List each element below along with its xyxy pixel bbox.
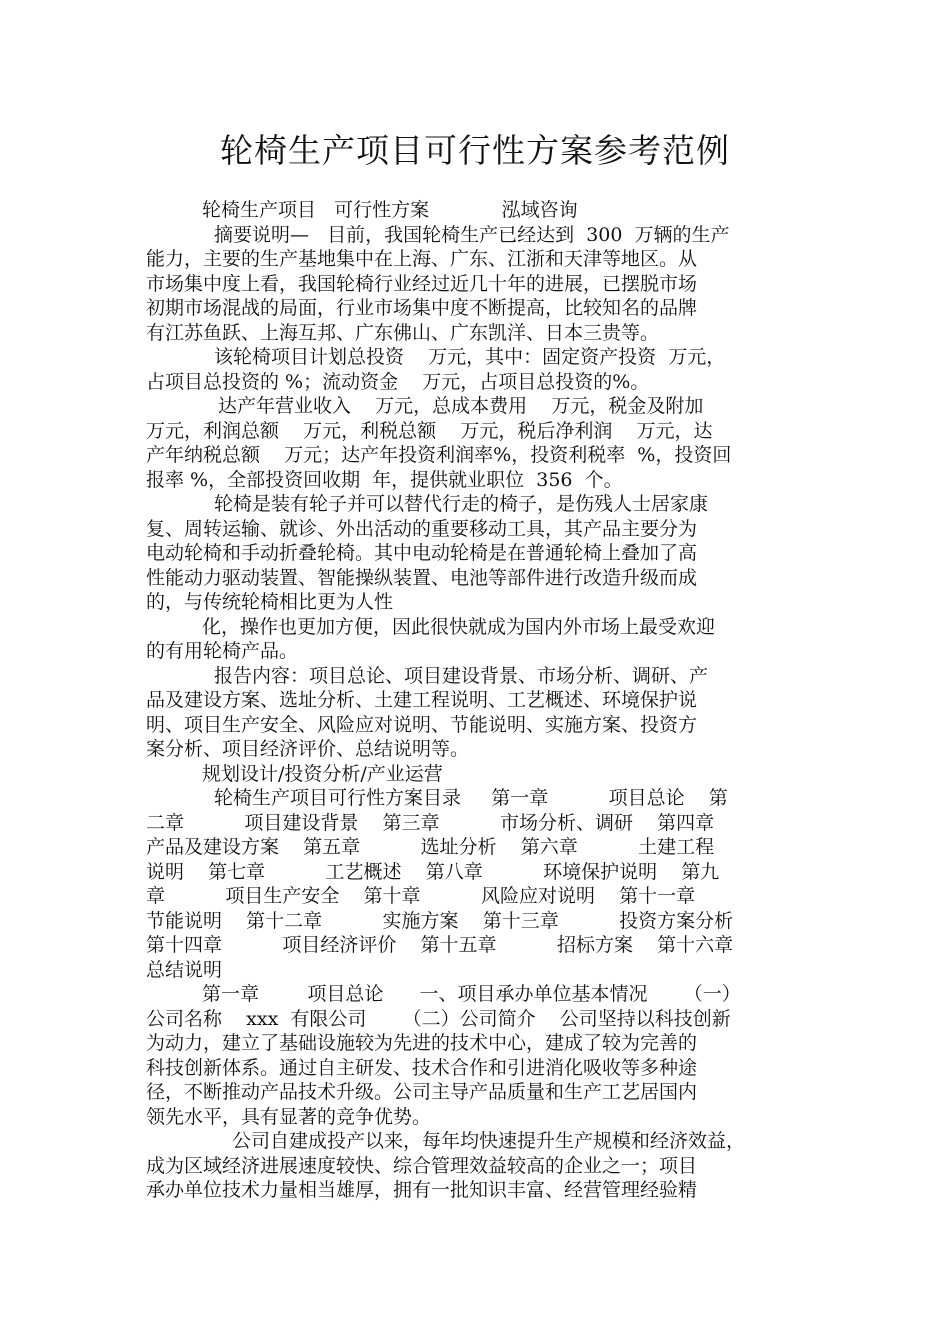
text-line: 第十四章 项目经济评价 第十五章 招标方案 第十六章 [146,934,734,956]
text-line: 说明 第七章 工艺概述 第八章 环境保护说明 第九 [146,860,720,883]
text-line: 明、项目生产安全、风险应对说明、节能说明、实施方案、投资方 [146,713,698,736]
text-line: 有江苏鱼跃、上海互邦、广东佛山、广东凯洋、日本三贵等。 [146,321,660,344]
text-line: 达产年营业收入 万元，总成本费用 万元，税金及附加 [218,395,704,417]
text-line: 节能说明 第十二章 实施方案 第十三章 投资方案分析 [146,909,734,932]
text-line: 为动力，建立了基础设施较为先进的技术中心，建成了较为完善的 [146,1032,698,1054]
text-line: 规划设计/投资分析/产业运营 [202,762,443,785]
text-line: 化，操作也更加方便，因此很快就成为国内外市场上最受欢迎 [202,615,716,638]
text-line: 二章 项目建设背景 第三章 市场分析、调研 第四章 [146,811,715,834]
text-line: 性能动力驱动装置、智能操纵装置、电池等部件进行改造升级而成 [146,566,698,589]
text-line: 的有用轮椅产品。 [146,640,299,662]
text-line: 轮椅生产项目 可行性方案 泓域咨询 [202,199,578,221]
text-line: 径，不断推动产品技术升级。公司主导产品质量和生产工艺居国内 [146,1081,698,1103]
text-line: 轮椅是装有轮子并可以替代行走的椅子，是伤残人士居家康 [214,493,709,515]
text-line: 第一章 项目总论 一、项目承办单位基本情况 （一） [202,983,741,1005]
text-line: 占项目总投资的 %；流动资金 万元，占项目总投资的%。 [146,370,650,393]
text-line: 总结说明 [146,958,223,981]
text-line: 报率 %，全部投资回收期 年，提供就业职位 356 个。 [146,468,623,491]
text-line: 复、周转运输、就诊、外出活动的重要移动工具，其产品主要分为 [146,517,698,540]
text-line: 轮椅生产项目可行性方案目录 第一章 项目总论 第 [214,787,728,809]
text-line: 公司名称 xxx 有限公司 （二）公司简介 公司坚持以科技创新 [146,1007,731,1030]
text-line: 章 项目生产安全 第十章 风险应对说明 第十一章 [146,885,696,907]
text-line: 科技创新体系。通过自主研发、技术合作和引进消化吸收等多种途 [146,1056,698,1079]
document-body [146,198,816,1203]
text-line: 该轮椅项目计划总投资 万元，其中：固定资产投资 万元， [214,346,726,368]
text-line: 万元，利润总额 万元，利税总额 万元，税后净利润 万元，达 [146,419,713,442]
text-line: 品及建设方案、选址分析、土建工程说明、工艺概述、环境保护说 [146,689,698,711]
text-line: 能力，主要的生产基地集中在上海、广东、江浙和天津等地区。从 [146,248,698,270]
document-title: 轮椅生产项目可行性方案参考范例 [220,131,730,170]
text-line: 产品及建设方案 第五章 选址分析 第六章 土建工程 [146,836,715,858]
text-line: 初期市场混战的局面，行业市场集中度不断提高，比较知名的品牌 [146,297,698,319]
text-line: 成为区域经济进展速度较快、综合管理效益较高的企业之一；项目 [146,1154,698,1177]
text-line: 电动轮椅和手动折叠轮椅。其中电动轮椅是在普通轮椅上叠加了高 [146,542,698,564]
text-line: 公司自建成投产以来，每年均快速提升生产规模和经济效益， [232,1130,746,1152]
text-line: 领先水平，具有显著的竞争优势。 [146,1105,432,1128]
text-line: 摘要说明— 目前，我国轮椅生产已经达到 300 万辆的生产 [214,223,730,246]
text-line: 市场集中度上看，我国轮椅行业经过近几十年的进展，已摆脱市场 [146,272,698,295]
text-line: 产年纳税总额 万元；达产年投资利润率%，投资利税率 %，投资回 [146,444,732,466]
text-line: 的，与传统轮椅相比更为人性 [146,591,394,613]
text-line: 案分析、项目经济评价、总结说明等。 [146,738,470,760]
text-line: 报告内容：项目总论、项目建设背景、市场分析、调研、产 [214,664,709,687]
text-line: 承办单位技术力量相当雄厚，拥有一批知识丰富、经营管理经验精 [146,1179,698,1201]
